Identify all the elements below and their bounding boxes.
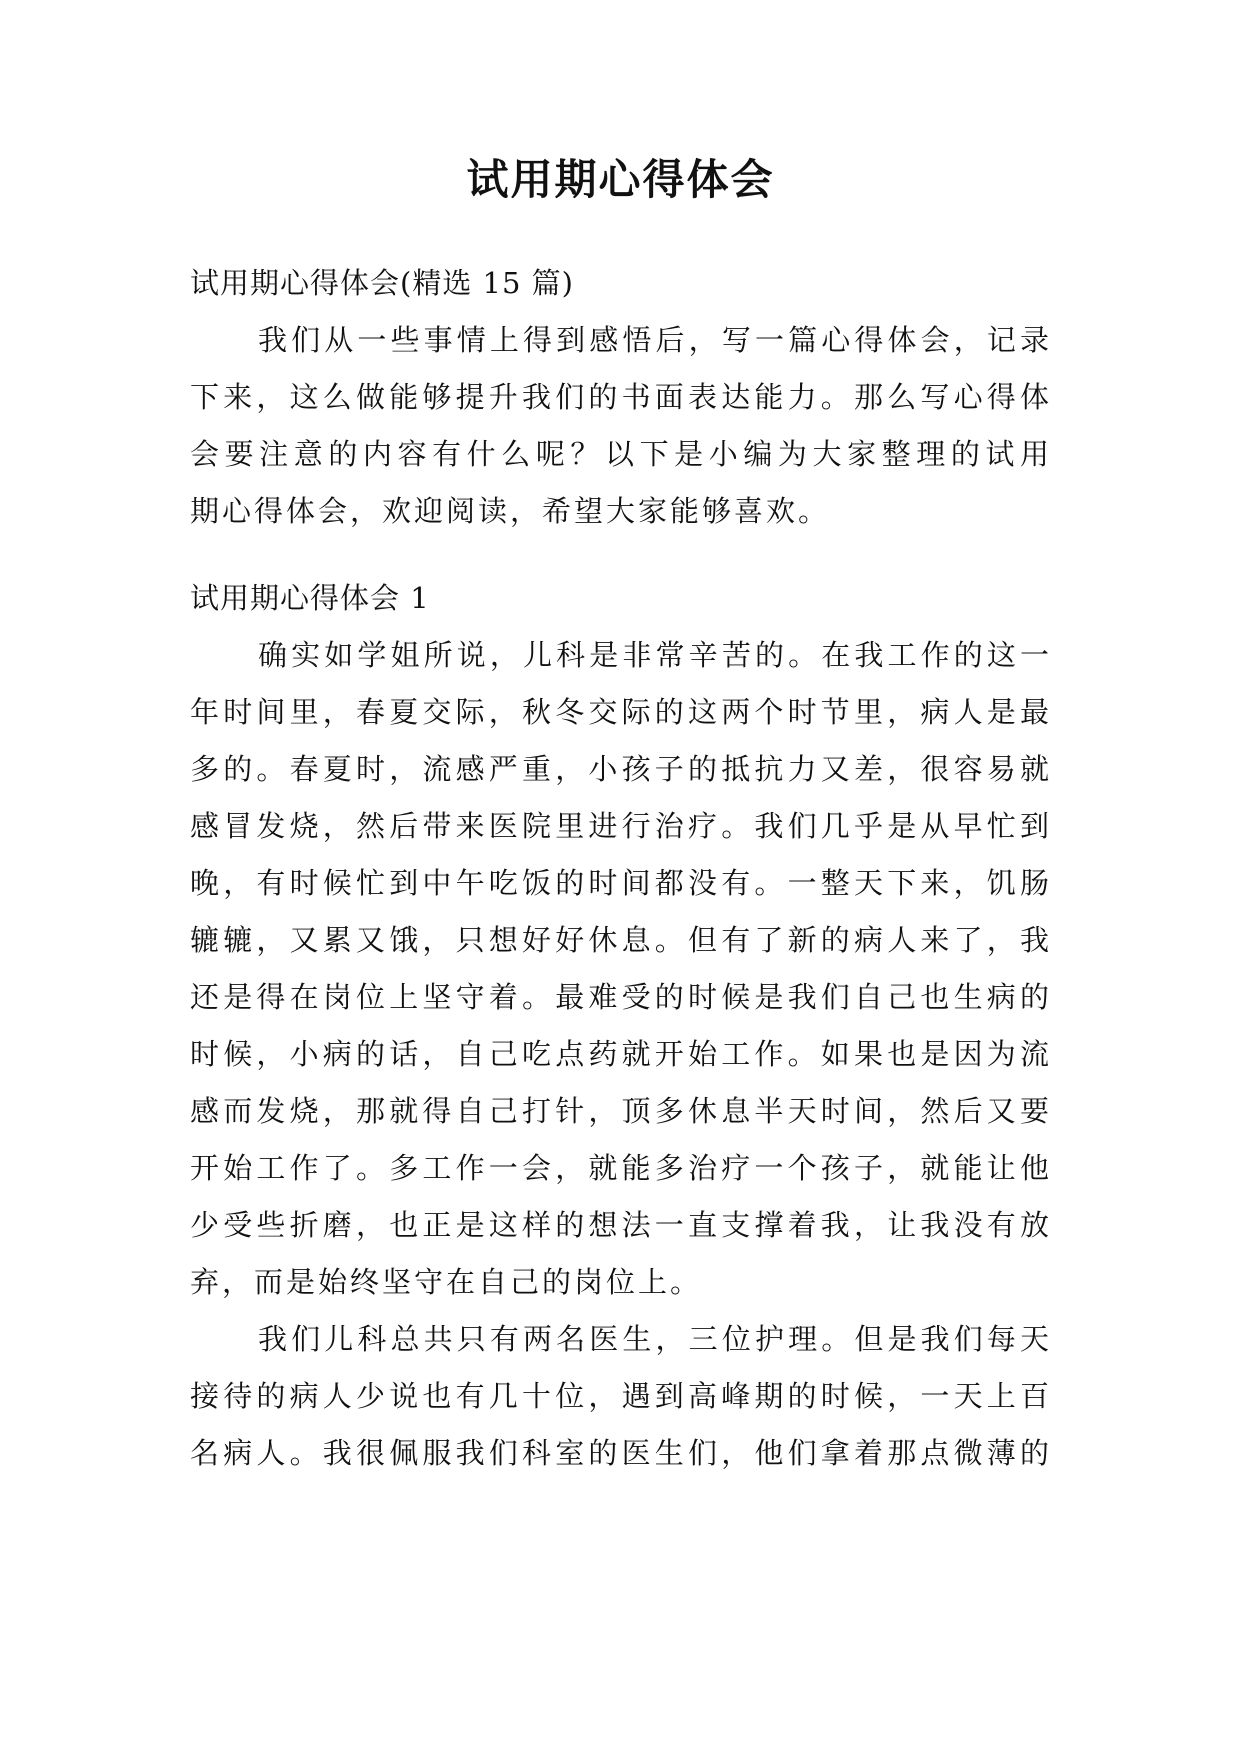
paragraph-line: 多的。春夏时，流感严重，小孩子的抵抗力又差，很容易就 xyxy=(190,752,1052,786)
paragraph-line: 年时间里，春夏交际，秋冬交际的这两个时节里，病人是最 xyxy=(190,695,1052,729)
paragraph-line: 我们儿科总共只有两名医生，三位护理。但是我们每天 xyxy=(258,1322,1052,1356)
document-title: 试用期心得体会 xyxy=(466,155,775,204)
paragraph-line: 少受些折磨，也正是这样的想法一直支撑着我，让我没有放 xyxy=(190,1208,1052,1242)
paragraph-line: 下来，这么做能够提升我们的书面表达能力。那么写心得体 xyxy=(190,380,1052,414)
paragraph-line: 弃，而是始终坚守在自己的岗位上。 xyxy=(190,1265,703,1299)
paragraph-line: 开始工作了。多工作一会，就能多治疗一个孩子，就能让他 xyxy=(190,1151,1052,1185)
paragraph-line: 感冒发烧，然后带来医院里进行治疗。我们几乎是从早忙到 xyxy=(190,809,1052,843)
paragraph-line: 接待的病人少说也有几十位，遇到高峰期的时候，一天上百 xyxy=(190,1379,1052,1413)
document-subtitle-block xyxy=(190,255,1052,312)
paragraph-line: 名病人。我很佩服我们科室的医生们，他们拿着那点微薄的 xyxy=(190,1436,1052,1470)
paragraph-line: 晚，有时候忙到中午吃饭的时间都没有。一整天下来，饥肠 xyxy=(190,866,1052,900)
paragraph-line: 辘辘，又累又饿，只想好好休息。但有了新的病人来了，我 xyxy=(190,923,1052,957)
intro-paragraph xyxy=(190,312,1052,540)
paragraph-line: 会要注意的内容有什么呢？以下是小编为大家整理的试用 xyxy=(190,437,1052,471)
paragraph-line: 感而发烧，那就得自己打针，顶多休息半天时间，然后又要 xyxy=(190,1094,1052,1128)
paragraph-line: 确实如学姐所说，儿科是非常辛苦的。在我工作的这一 xyxy=(258,638,1052,672)
paragraph-line: 时候，小病的话，自己吃点药就开始工作。如果也是因为流 xyxy=(190,1037,1052,1071)
section-heading-block xyxy=(190,570,1052,627)
body-paragraph-1 xyxy=(190,627,1052,1311)
paragraph-line: 期心得体会，欢迎阅读，希望大家能够喜欢。 xyxy=(190,494,831,528)
paragraph-line: 还是得在岗位上坚守着。最难受的时候是我们自己也生病的 xyxy=(190,980,1052,1014)
document-subtitle: 试用期心得体会(精选 15 篇) xyxy=(190,266,574,300)
paragraph-line: 我们从一些事情上得到感悟后，写一篇心得体会，记录 xyxy=(258,323,1052,357)
section-heading: 试用期心得体会 1 xyxy=(190,581,430,615)
body-paragraph-2 xyxy=(190,1311,1052,1482)
